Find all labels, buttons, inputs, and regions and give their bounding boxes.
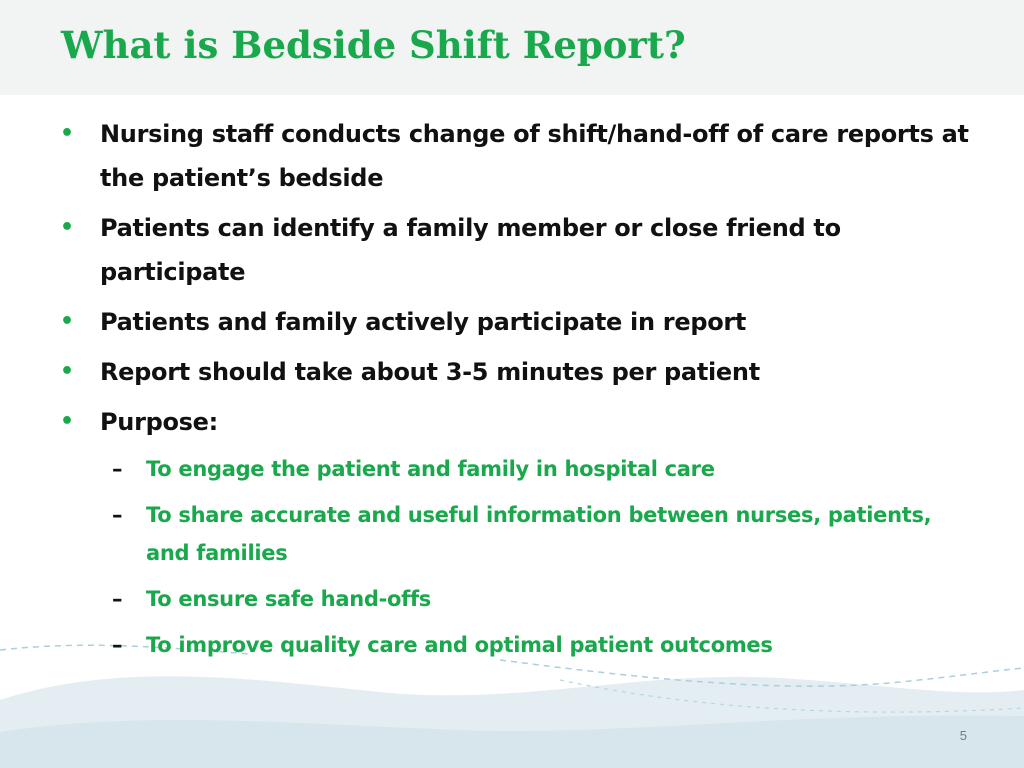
dash-icon: – [112,633,123,657]
bullet-text: Purpose: [100,408,218,436]
sub-bullet-item [60,450,980,488]
bullet-text: Patients and family actively participate in report [100,308,747,336]
sub-bullet-item [60,580,980,618]
bullet-text: Patients can identify a family member or close friend to participate [100,214,841,286]
body-content [60,112,980,672]
bullet-icon: • [60,409,74,434]
sub-bullet-text: To engage the patient and family in hospital care [146,457,715,481]
bullet-item [60,300,980,344]
bullet-icon: • [60,359,74,384]
dash-icon: – [112,587,123,611]
bullet-icon: • [60,121,74,146]
sub-bullet-item [60,496,980,572]
bullet-item [60,112,980,200]
dash-icon: – [112,503,123,527]
slide-title: What is Bedside Shift Report? [61,23,686,67]
bullet-item [60,350,980,394]
sub-bullet-text: To improve quality care and optimal patient outcomes [146,633,773,657]
bullet-text: Nursing staff conducts change of shift/hand-off of care reports at the patient’s bedside [100,120,969,192]
bullet-text: Report should take about 3-5 minutes per patient [100,358,760,386]
sub-bullet-text: To share accurate and useful information between nurses, patients, and families [146,503,932,565]
bullet-item [60,206,980,294]
bullet-item [60,400,980,444]
bullet-icon: • [60,309,74,334]
sub-bullet-text: To ensure safe hand-offs [146,587,432,611]
bullet-icon: • [60,215,74,240]
sub-bullet-item [60,626,980,664]
page-number: 5 [959,728,967,743]
dash-icon: – [112,457,123,481]
